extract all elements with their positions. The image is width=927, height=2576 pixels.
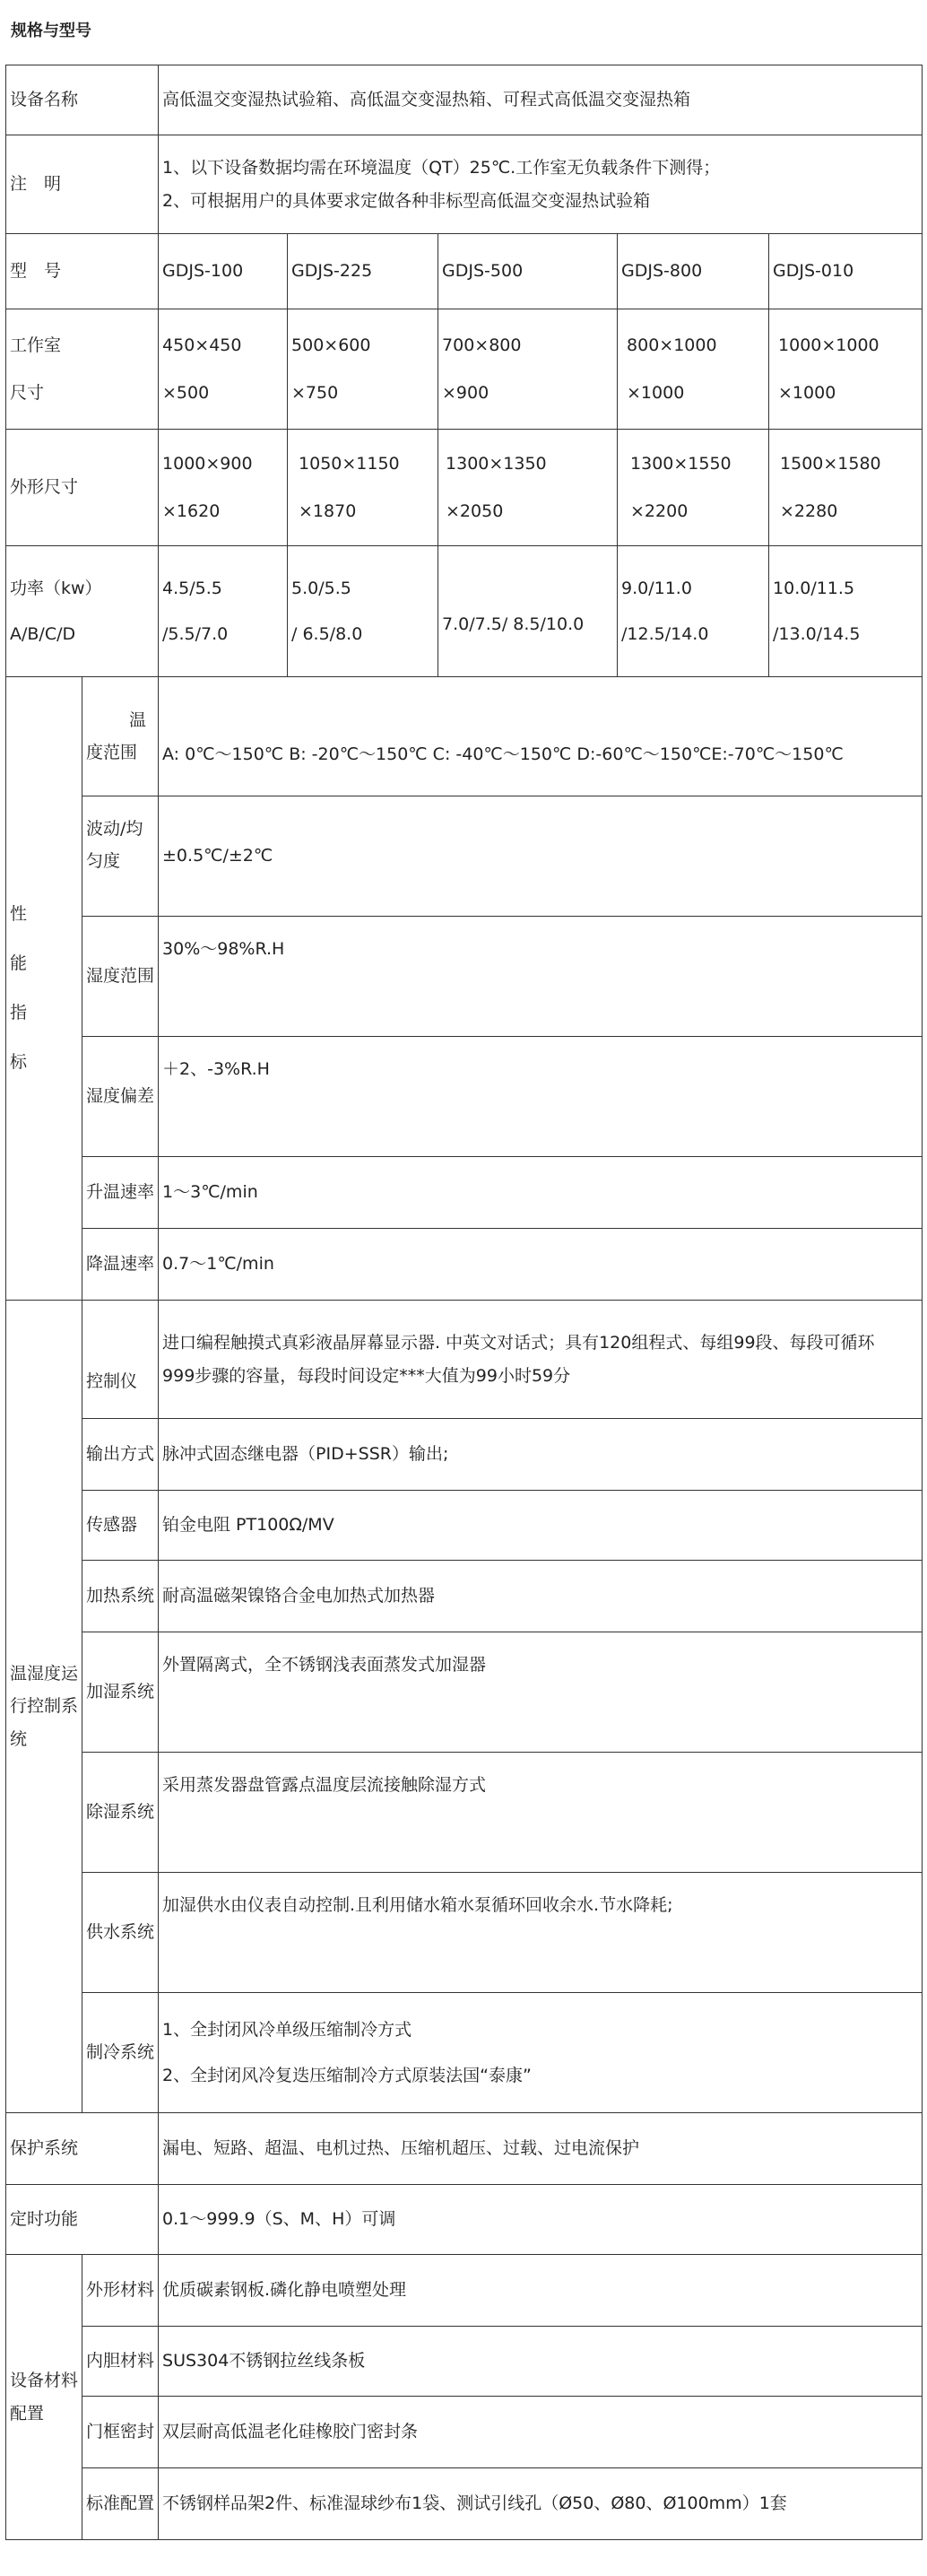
outer-cell [159,430,288,546]
sub-label-cool-rate: 降温速率 [82,1229,159,1301]
power-line-2: /5.5/7.0 [162,623,229,644]
power-cell [438,546,618,677]
sub-label-heat-rate: 升温速率 [82,1157,159,1229]
perf-char: 指 [10,1003,28,1023]
sub-label-temp-range [82,677,159,796]
note-line-2: 2、可根据用户的具体要求定做各种非标型高低温交变湿热试验箱 [162,190,651,211]
table-row [6,1993,923,2113]
temp-range-label-2: 度范围 [86,743,138,762]
table-row [6,234,923,309]
sub-label-shell: 外形材料 [82,2255,159,2327]
table-row [6,65,923,135]
sub-label-liner: 内胆材料 [82,2327,159,2397]
table-row [6,796,923,917]
group-label-materials: 设备材料配置 [6,2255,82,2540]
table-row [6,1491,923,1561]
row-label-chamber [6,309,159,430]
power-label-line-1: 功率（kw） [10,579,102,599]
power-label-line-2: A/B/C/D [10,623,76,644]
outer-cell [618,430,769,546]
outer-line-1: 1050×1150 [299,454,400,474]
sub-label-fluctuation [82,796,159,917]
outer-line-1: 1300×1350 [446,454,547,474]
outer-cell [438,430,618,546]
sub-label-controller: 控制仪 [82,1301,159,1419]
table-row [6,1632,923,1753]
model-cell: GDJS-010 [769,234,923,309]
sub-label-humidity-deviation: 湿度偏差 [82,1037,159,1157]
table-row [6,1753,923,1873]
table-row [6,1873,923,1993]
table-row [6,309,923,430]
chamber-label-line-1: 工作室 [10,335,62,356]
power-line-1: 9.0/11.0 [621,579,692,599]
controller-line-1: 进口编程触摸式真彩液晶屏幕显示器. 中英文对话式；具有120组程式、每组99段、每段可循环 [162,1333,875,1353]
model-cell: GDJS-100 [159,234,288,309]
shell-value: 优质碳素钢板.磷化静电喷塑处理 [159,2255,923,2327]
row-label-name: 设备名称 [6,65,159,135]
row-label-timer: 定时功能 [6,2185,159,2255]
liner-value: SUS304不锈钢拉丝线条板 [159,2327,923,2397]
sub-label-standard: 标准配置 [82,2468,159,2540]
standard-value: 不锈钢样品架2件、标准湿球纱布1袋、测试引线孔（Ø50、Ø80、Ø100mm）1套 [159,2468,923,2540]
sub-label-output: 输出方式 [82,1419,159,1491]
table-row [6,135,923,234]
controller-value [159,1301,923,1419]
table-row [6,1301,923,1419]
chamber-line-1: 450×450 [162,335,242,356]
chamber-cell [438,309,618,430]
protection-value: 漏电、短路、超温、电机过热、压缩机超压、过载、过电流保护 [159,2113,923,2185]
chamber-cell [618,309,769,430]
page-title: 规格与型号 [11,22,91,40]
outer-line-2: ×2280 [780,500,838,521]
outer-line-2: ×2050 [446,500,504,521]
group-label-performance [6,677,82,1301]
humidify-value: 外置隔离式，全不锈钢浅表面蒸发式加湿器 [159,1632,923,1753]
timer-value: 0.1～999.9（S、M、H）可调 [159,2185,923,2255]
seal-value: 双层耐高低温老化硅橡胶门密封条 [159,2397,923,2468]
sensor-value: 铂金电阻 PT100Ω/MV [159,1491,923,1561]
table-row [6,2113,923,2185]
chamber-line-2: ×1000 [778,382,836,403]
table-row [6,917,923,1037]
power-cell [159,546,288,677]
model-cell: GDJS-225 [288,234,438,309]
row-label-power [6,546,159,677]
table-row [6,546,923,677]
controller-line-2: 999步骤的容量，每段时间设定***大值为99小时59分 [162,1365,571,1386]
power-line-2: /12.5/14.0 [621,623,709,644]
hum-range-value: 30%～98%R.H [159,917,923,1037]
fluct-label-1: 波动/均 [86,819,143,839]
outer-cell [769,430,923,546]
spec-table [5,65,923,2540]
chamber-line-2: ×900 [442,382,489,403]
perf-char: 标 [10,1052,28,1073]
fluct-label-2: 匀度 [86,851,121,872]
chamber-line-2: ×500 [162,382,210,403]
outer-line-2: ×1620 [162,500,221,521]
power-line-1: 10.0/11.5 [773,579,855,599]
power-cell [618,546,769,677]
chamber-cell [159,309,288,430]
power-line-2: /13.0/14.5 [773,623,861,644]
table-row [6,2327,923,2397]
sub-label-humidity-range: 湿度范围 [82,917,159,1037]
chamber-cell [288,309,438,430]
sub-label-dehumidify: 除湿系统 [82,1753,159,1873]
sub-label-seal: 门框密封 [82,2397,159,2468]
chamber-cell [769,309,923,430]
temp-range-value: A: 0℃～150℃ B: -20℃～150℃ C: -40℃～150℃ D:-60℃～150℃E:-70℃～150℃ [159,677,923,796]
heating-value: 耐高温磁架镍铬合金电加热式加热器 [159,1561,923,1632]
outer-line-1: 1500×1580 [780,454,881,474]
power-cell [288,546,438,677]
table-row [6,2255,923,2327]
table-row [6,677,923,796]
power-cell [769,546,923,677]
output-value: 脉冲式固态继电器（PID+SSR）输出; [159,1419,923,1491]
outer-line-2: ×1870 [299,500,357,521]
note-line-1: 1、以下设备数据均需在环境温度（QT）25℃.工作室无负载条件下测得； [162,158,721,178]
sub-label-humidify: 加湿系统 [82,1632,159,1753]
model-cell: GDJS-500 [438,234,618,309]
power-line-2: 7.0/7.5/ 8.5/10.0 [442,614,585,635]
chamber-line-1: 800×1000 [627,335,717,356]
row-value-note [159,135,923,234]
row-label-note: 注 明 [6,135,159,234]
heat-rate-value: 1～3℃/min [159,1157,923,1229]
power-line-1: 4.5/5.5 [162,579,222,599]
perf-char: 能 [10,953,28,973]
outer-line-1: 1000×900 [162,454,253,474]
perf-char: 性 [10,903,28,924]
refrig-value [159,1993,923,2113]
sub-label-refrigeration: 制冷系统 [82,1993,159,2113]
water-value: 加湿供水由仪表自动控制.且利用储水箱水泵循环回收余水.节水降耗; [159,1873,923,1993]
outer-line-2: ×2200 [630,500,689,521]
refrig-line-2: 2、全封闭风冷复迭压缩制冷方式原装法国“泰康” [162,2065,532,2085]
row-label-protection: 保护系统 [6,2113,159,2185]
chamber-line-1: 1000×1000 [778,335,879,356]
row-value-name: 高低温交变湿热试验箱、高低温交变湿热箱、可程式高低温交变湿热箱 [159,65,923,135]
table-row [6,430,923,546]
table-row [6,1037,923,1157]
row-label-model: 型 号 [6,234,159,309]
sub-label-sensor: 传感器 [82,1491,159,1561]
sub-label-water: 供水系统 [82,1873,159,1993]
power-line-2: / 6.5/8.0 [291,623,363,644]
table-row [6,1157,923,1229]
chamber-line-2: ×750 [291,382,339,403]
dehumidify-value: 采用蒸发器盘管露点温度层流接触除湿方式 [159,1753,923,1873]
outer-line-1: 1300×1550 [630,454,732,474]
chamber-line-1: 500×600 [291,335,371,356]
chamber-label-line-2: 尺寸 [10,382,45,403]
temp-range-label-1: 温 [129,709,147,730]
row-label-outer: 外形尺寸 [6,430,159,546]
fluct-value: ±0.5℃/±2℃ [159,796,923,917]
power-line-1: 5.0/5.5 [291,579,351,599]
refrig-line-1: 1、全封闭风冷单级压缩制冷方式 [162,2020,412,2041]
chamber-line-1: 700×800 [442,335,522,356]
cool-rate-value: 0.7～1℃/min [159,1229,923,1301]
table-row [6,1419,923,1491]
group-label-control: 温湿度运行控制系统 [6,1301,82,2113]
outer-cell [288,430,438,546]
table-row [6,1561,923,1632]
chamber-line-2: ×1000 [627,382,685,403]
hum-dev-value: ＋2、-3%R.H [159,1037,923,1157]
table-row [6,2468,923,2540]
model-cell: GDJS-800 [618,234,769,309]
sub-label-heating: 加热系统 [82,1561,159,1632]
table-row [6,2185,923,2255]
table-row [6,1229,923,1301]
table-row [6,2397,923,2468]
